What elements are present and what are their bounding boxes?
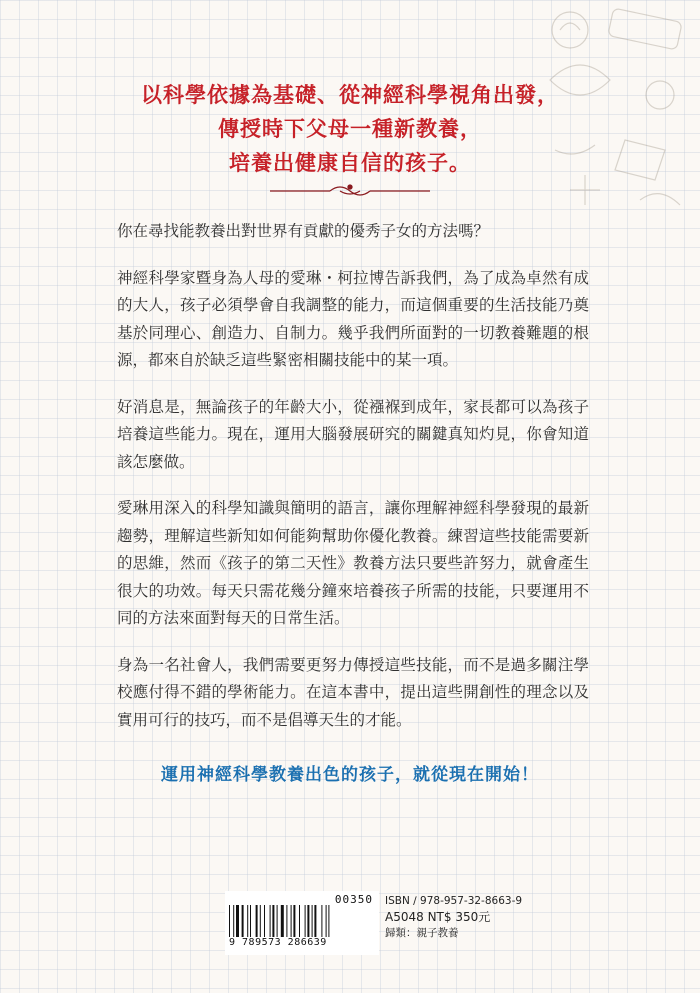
barcode-bar — [314, 905, 316, 937]
headline — [0, 78, 700, 180]
headline-line-2: 傳授時下父母一種新教養， — [218, 117, 482, 141]
paragraph-intro-question: 你在尋找能教養出對世界有貢獻的優秀子女的方法嗎？ — [117, 222, 490, 240]
paragraph-method: 愛琳用深入的科學知識與簡明的語言，讓你理解神經科學發現的最新趨勢，理解這些新知如何能夠幫助你優化教養。練習這些技能需要新的思維，然而《孩子的第二天性》教養方法只要些許努力，就會產生很大的功效。每天只需花幾分鐘來培養孩子所需的技能，只要運用不同的方法來面對每天的日常生活。 — [117, 499, 589, 627]
barcode-bar — [277, 905, 278, 937]
paragraph-good-news: 好消息是，無論孩子的年齡大小，從襁褓到成年，家長都可以為孩子培養這些能力。現在，運用大腦發展研究的關鍵真知灼見，你會知道該怎麼做。 — [117, 397, 589, 471]
barcode-bar — [286, 905, 287, 937]
barcode-bar — [326, 905, 327, 937]
barcode-bar — [270, 905, 271, 937]
product-code-price: A5048 NT$ 350元 — [385, 910, 491, 924]
barcode-bar — [328, 905, 329, 937]
barcode-digits: 9 789573 286639 — [229, 937, 327, 948]
isbn-barcode — [225, 891, 379, 955]
headline-line-3: 培養出健康自信的孩子。 — [229, 151, 471, 175]
barcode-bar — [291, 905, 292, 937]
ornament-divider — [270, 181, 430, 201]
paragraph-society: 身為一名社會人，我們需要更努力傳授這些技能，而不是過多關注學校應付得不錯的學術能力。在這本書中，提出這些開創性的理念以及實用可行的技巧，而不是倡導天生的才能。 — [117, 655, 589, 729]
barcode-bar — [293, 905, 295, 937]
call-to-action: 運用神經科學教養出色的孩子，就從現在開始！ — [161, 765, 539, 785]
barcode-bar — [307, 905, 309, 937]
barcode-bar — [247, 905, 248, 937]
barcode-bar — [299, 905, 300, 937]
barcode-bar — [312, 905, 313, 937]
barcode-bar — [250, 905, 251, 937]
barcode-price-code: 00350 — [334, 893, 373, 906]
barcode-bar — [305, 905, 306, 937]
book-info — [385, 894, 522, 941]
barcode-bar — [233, 905, 234, 937]
barcode-bar — [281, 905, 284, 937]
barcode-bar — [264, 905, 265, 937]
body-text — [117, 218, 589, 753]
barcode-bar — [242, 905, 244, 937]
paragraph-author-claim: 神經科學家暨身為人母的愛琳・柯拉博告訴我們，為了成為卓然有成的大人，孩子必須學會自我調整的能力，而這個重要的生活技能乃奠基於同理心、創造力、自制力。幾乎我們所面對的一切教養難題的根源，都來自於缺乏這些緊密相關技能中的某一項。 — [117, 268, 589, 369]
barcode-bar — [260, 905, 261, 937]
headline-line-1: 以科學依據為基礎、從神經科學視角出發， — [141, 83, 559, 107]
book-category: 歸類：親子教養 — [385, 927, 459, 939]
barcode-bar — [229, 905, 230, 937]
barcode-bar — [321, 905, 322, 937]
barcode-bar — [256, 905, 258, 937]
barcode-bar — [272, 905, 274, 937]
isbn-number: ISBN ∕ 978-957-32-8663-9 — [385, 895, 523, 907]
barcode-bars — [229, 905, 375, 937]
barcode-bar — [236, 905, 239, 937]
